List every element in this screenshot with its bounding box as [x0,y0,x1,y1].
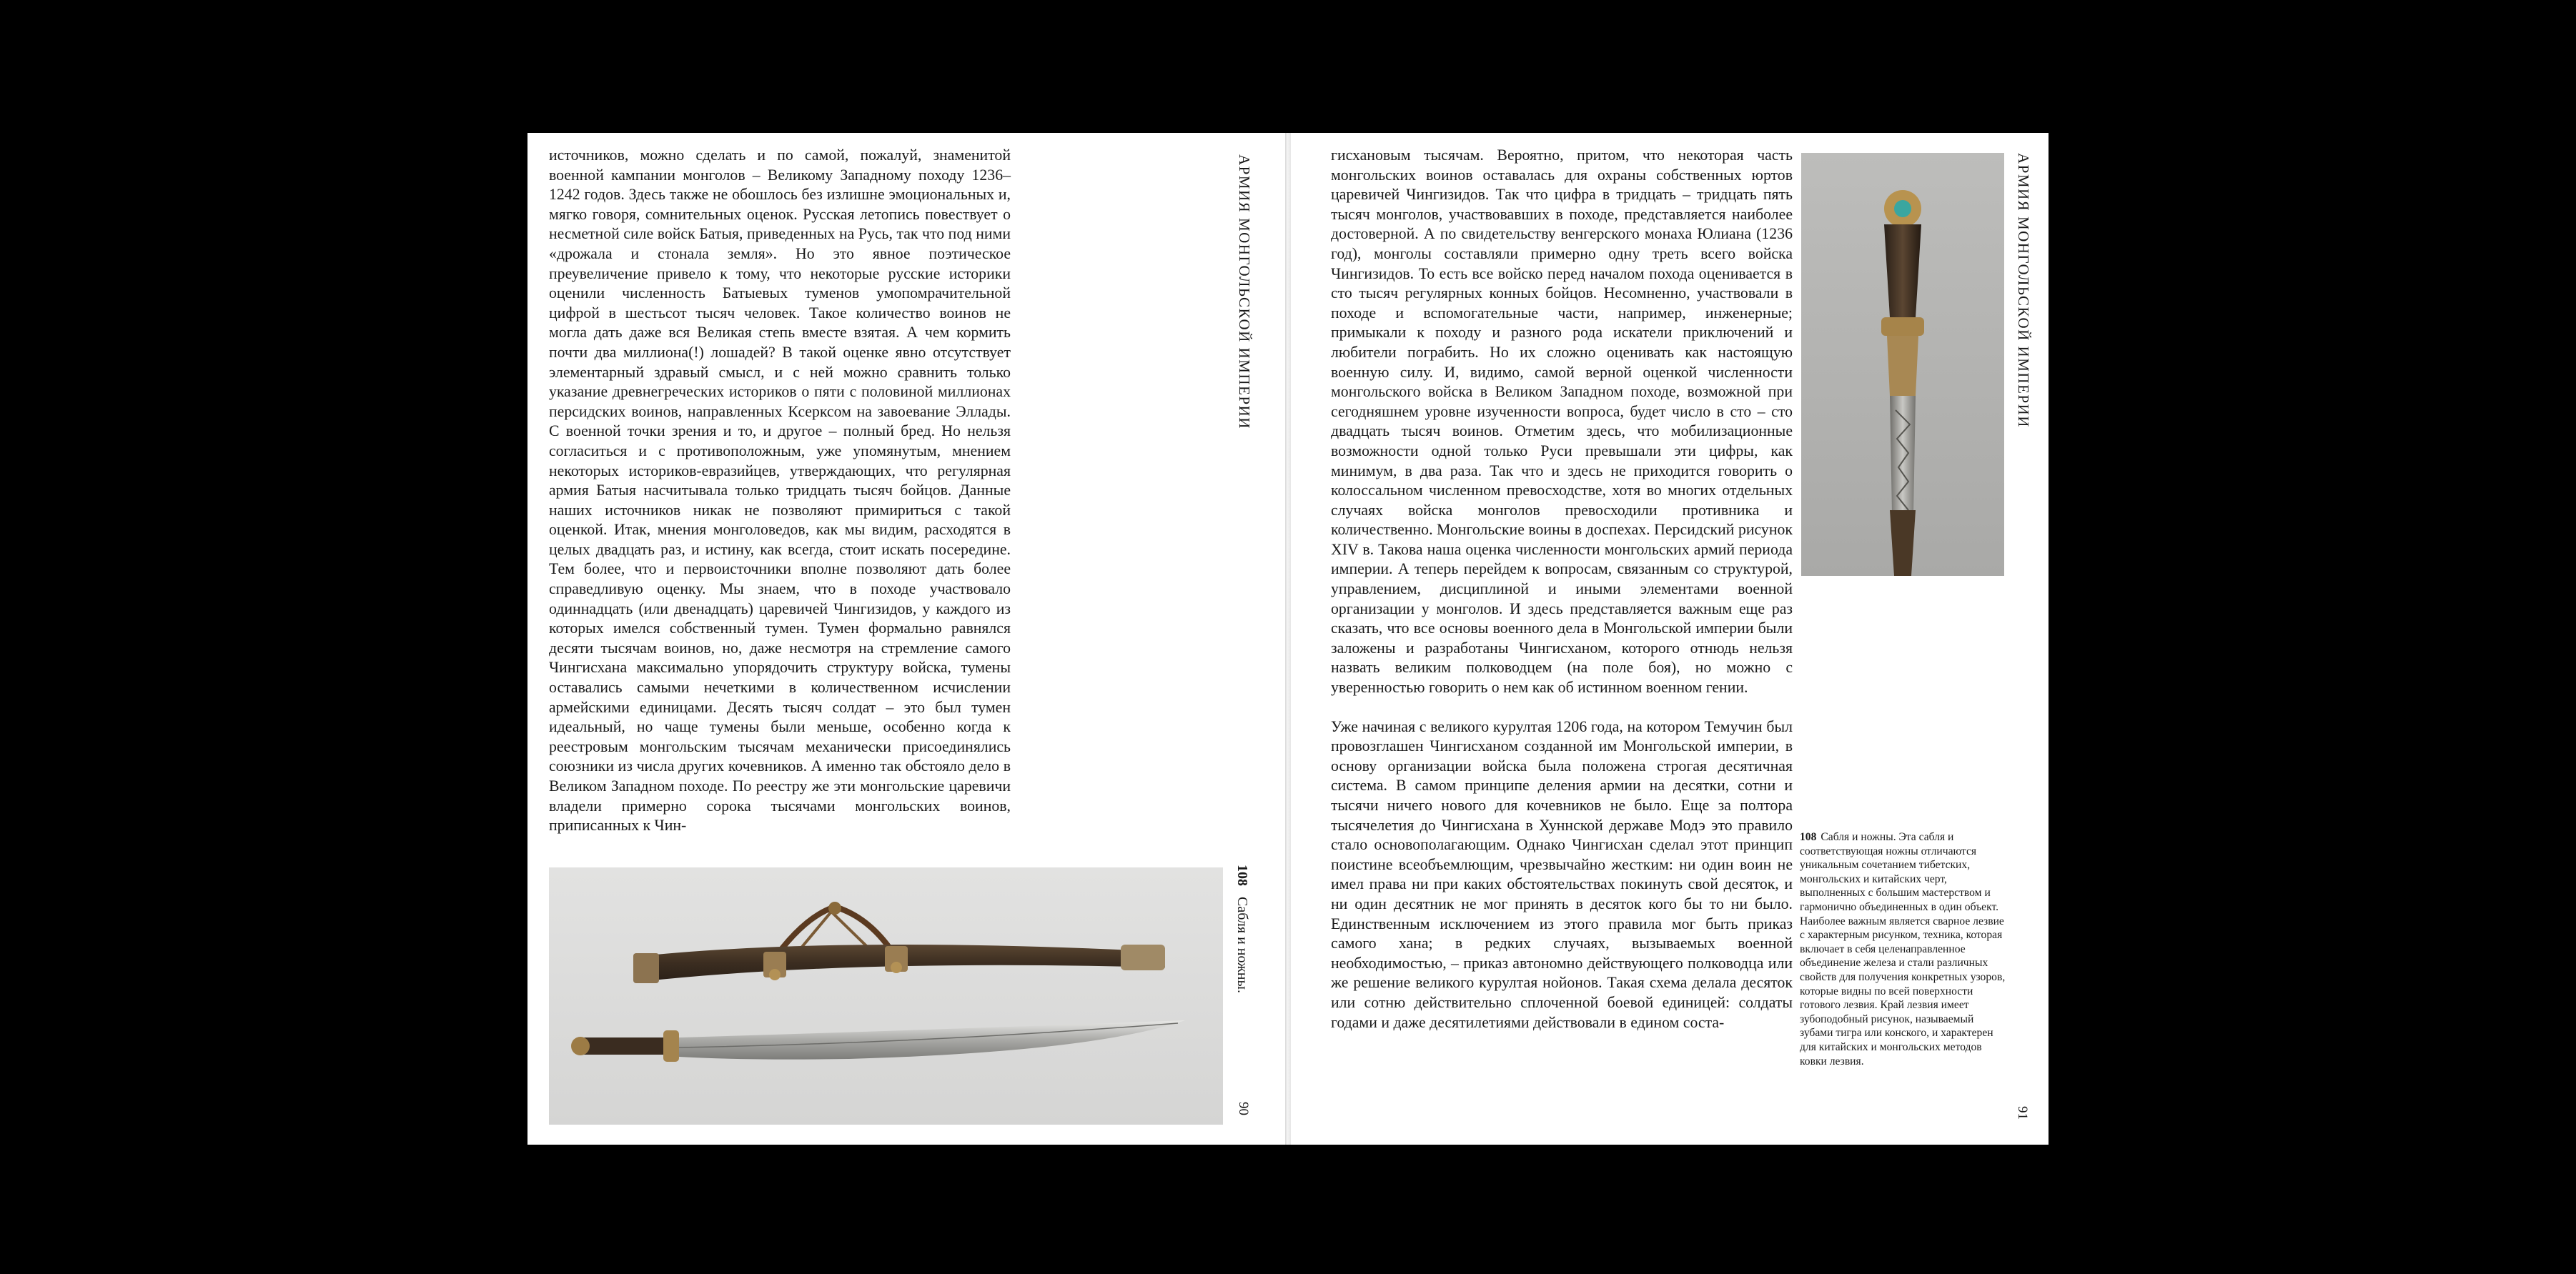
saber-photo [549,867,1223,1125]
left-page [527,133,1285,1145]
figure-caption-text: Сабля и ножны. [1234,897,1250,993]
left-figure-caption [1234,865,1250,993]
left-paragraph: источников, можно сделать и по самой, пожалуй, знаменитой военной кампании монголов – Великому Западному походу 1236–1242 годов. Здесь также не обошлось без излишне эмоциональных и, мягко говоря, сомнительных оценок. Русская летопись повествует о несметной силе войск Батыя, приведенных на Русь, так что под ними «дрожала и стонала земля». Но это явное поэтическое преувеличение привело к тому, что некоторые русские историки оценили численность Батыевых туменов умопомрачительной цифрой в шестьсот тысяч человек. Такое количество воинов не могла дать даже вся Великая степь вместе взятая. А чем кормить почти два миллиона(!) лошадей? В такой оценке явно отсутствует элементарный здравый смысл, и с ней можно сравнить только указание древнегреческих историков о пяти с половиной миллионах персидских воинов, направленных Ксерксом на завоевание Эллады. С военной точки зрения и то, и другое – полный бред. Но нельзя согласиться и с противоположным, уже упомянутым, мнением некоторых историков-евразийцев, утверждающих, что регулярная армия Батыя насчитывала только тридцать тысяч бойцов. Данные наших источников никак не позволяют примириться с такой оценкой. Итак, мнения монголоведов, как мы видим, расходятся в целых двадцать раз, и истину, как всегда, стоит искать посередине. Тем более, что и первоисточники вполне позволяют дать более справедливую оценку. Мы знаем, что в походе участвовало одиннадцать (или двенадцать) царевичей Чингизидов, у каждого из которых имелся собственный тумен. Тумен формально равнялся десяти тысячам воинов, но, даже несмотря на стремление самого Чингисхана максимально упорядочить структуру войска, тумены оставались самыми нечеткими в количественном исчислении армейскими единицами. Десять тысяч солдат – это был тумен идеальный, но чаще тумены были меньше, особенно когда к реестровым монгольским тысячам механически присоединялись союзники из числа других кочевников. А именно так обстояло дело в Великом Западном походе. По реестру же эти монгольские царевичи владели примерно сорока тысячами монгольских воинов, приписанных к Чин- [549,146,1011,835]
right-paragraph: гисхановым тысячам. Вероятно, притом, что некоторая часть монгольских воинов оставалась для охраны собственных юртов царевичей Чингизидов. Так что цифра в тридцать – тридцать пять тысяч монголов, участвовавших в походе, представляется наиболее достоверной. А по свидетельству венгерского монаха Юлиана (1236 год), монголы составляли примерно одну треть всего войска Чингизидов. То есть все войско перед началом похода оценивается в сто тысяч регулярных конных бойцов. Несомненно, участвовали в походе и вспомогательные части, например, инженерные; примыкали к походу и разного рода искатели приключений и любители пограбить. Но их сложно оценивать как настоящую военную силу. И, видимо, самой верной оценкой численности монгольского войска в Великом Западном походе, возможной при сегодняшнем уровне изученности вопроса, будет число в сто – сто двадцать тысяч воинов. Отметим здесь, что мобилизационные возможности одной только Руси превышали эти цифры, как минимум, в два раза. Так что и здесь не приходится говорить о колоссальном численном превосходстве, хотя во многих отдельных случаях войска монголов превосходили противника и количественно. Монгольские воины в доспехах. Персидский рисунок XIV в. Такова наша оценка численности монгольских армий периода империи. А теперь перейдем к вопросам, связанным со структурой, управлением, дисциплиной и иными элементами военной организации у монголов. И здесь представляется важным еще раз сказать, что все основы военного дела в Монгольской империи были заложены и разработаны Чингисханом, которого отнюдь нельзя назвать великим полководцем (на поле боя), но можно с уверенностью говорить о нем как об истинном военном гении. [1331,146,1793,697]
right-figure-caption [1800,830,2008,1068]
left-body-text [549,146,1011,836]
right-body-text [1331,146,1793,1032]
figure-caption-text: Сабля и ножны. Эта сабля и соответствующая ножны отличаются уникальным сочетанием тибетских, монгольских и китайских черт, выполненных с большим мастерством и гармонично объединенных в один объект. Наиболее важным является сварное лезвие с характерным рисунком, техника, которая включает в себя целенаправленное объединение железа и стали различных свойств для получения конкретных узоров, которые видны по всей поверхности готового лезвия. Край лезвия имеет зубоподобный рисунок, называемый зубами тигра или конского, и характерен для китайских и монгольских методов ковки лезвия. [1800,831,2006,1068]
right-running-head: АРМИЯ МОНГОЛЬСКОЙ ИМПЕРИИ [2015,153,2032,428]
right-page-number: 91 [2015,1106,2030,1120]
figure-number: 108 [1234,865,1250,886]
left-running-head: АРМИЯ МОНГОЛЬСКОЙ ИМПЕРИИ [1236,154,1253,429]
right-page [1291,133,2049,1145]
book-spine [1285,133,1291,1145]
saber-hilt-image [1801,153,2004,576]
saber-and-scabbard-image [549,867,1223,1125]
figure-number: 108 [1800,831,1817,843]
saber-hilt-photo [1801,153,2004,576]
right-paragraph: Уже начиная с великого курултая 1206 года, на котором Темучин был провозглашен Чингисханом созданной им Монгольской империи, в основу организации войска была положена строгая десятичная система. В самом принципе деления армии на десятки, сотни и тысячи ничего нового для кочевников не было. Еще за полтора тысячелетия до Чингисхана в Хуннской державе Модэ это правило стало основополагающим. Однако Чингисхан сделал этот принцип поистине всеобъемлющим, чрезвычайно жестким: ни один воин не имел права ни при каких обстоятельствах покинуть свой десяток, и ни один десятник не мог принять в десяток кого бы то ни было. Единственным исключением из этого правила мог быть приказ самого хана; в редких случаях, вызываемых военной необходимостью, – приказ автономно действующего полководца или же решение великого курултая нойонов. Такая схема делала десяток или сотню действительно сплоченной боевой единицей: солдаты годами и даже десятилетиями действовали в едином соста- [1331,717,1793,1031]
left-page-number: 90 [1236,1102,1251,1115]
